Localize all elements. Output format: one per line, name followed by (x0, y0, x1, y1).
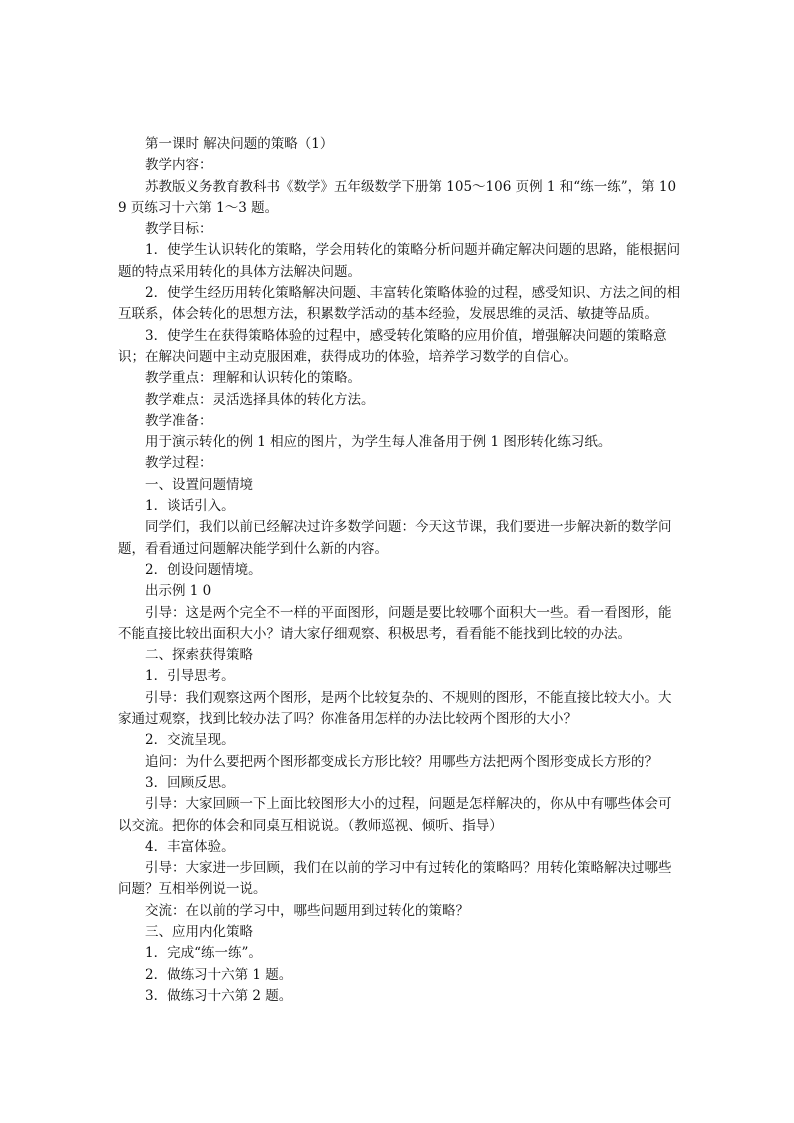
exercise-item: 2．做练习十六第 1 题。 (145, 966, 293, 983)
section-heading-process: 教学过程： (145, 455, 213, 472)
step-heading: 1．谈话引入。 (145, 498, 235, 515)
teaching-focus: 教学重点：理解和认识转化的策略。 (145, 370, 361, 387)
goal-item-3: 3．使学生在获得策略体验的过程中，感受转化策略的应用价值，增强解决问题的策略意识；在解决问题中主动克服困难，获得成功的体验，培养学习数学的自信心。 (118, 327, 667, 365)
exercise-item: 1．完成“练一练”。 (145, 945, 262, 962)
step-heading: 4．丰富体验。 (145, 838, 235, 855)
section-heading-preparation: 教学准备： (145, 412, 213, 429)
body-paragraph: 引导：我们观察这两个图形，是两个比较复杂的、不规则的图形，不能直接比较大小。大家通过观察，找到比较办法了吗？你准备用怎样的办法比较两个图形的大小？ (118, 689, 672, 728)
part-heading-3: 三、应用内化策略 (145, 923, 253, 940)
goal-item-1: 1．使学生认识转化的策略，学会用转化的策略分析问题并确定解决问题的思路，能根据问题的特点采用转化的具体方法解决问题。 (118, 242, 681, 280)
goal-item-2: 2．使学生经历用转化策略解决问题、丰富转化策略体验的过程，感受知识、方法之间的相互联系，体会转化的思想方法，积累数学活动的基本经验，发展思维的灵活、敏捷等品质。 (118, 285, 681, 323)
exercise-item: 3．做练习十六第 2 题。 (145, 987, 293, 1004)
content-paragraph: 苏教版义务教育教科书《数学》五年级数学下册第 105～106 页例 1 和“练一练”，第 109 页练习十六第 1～3 题。 (118, 178, 677, 216)
teaching-difficulty: 教学难点：灵活选择具体的转化方法。 (145, 391, 375, 408)
step-heading: 2．交流呈现。 (145, 732, 235, 749)
part-heading-1: 一、设置问题情境 (145, 476, 253, 493)
body-paragraph: 追问：为什么要把两个图形都变成长方形比较？用哪些方法把两个图形变成长方形的？ (145, 753, 658, 770)
preparation-paragraph: 用于演示转化的例 1 相应的图片，为学生每人准备用于例 1 图形转化练习纸。 (145, 434, 612, 451)
section-heading-content: 教学内容： (145, 157, 213, 174)
step-heading: 1．引导思考。 (145, 668, 235, 685)
example-line: 出示例 1 0 (145, 583, 212, 600)
body-paragraph: 引导：大家回顾一下上面比较图形大小的过程，问题是怎样解决的，你从中有哪些体会可以交流。把你的体会和同桌互相说说。（教师巡视、倾听、指导） (118, 796, 672, 834)
document-page (118, 134, 684, 1007)
step-heading: 2．创设问题情境。 (145, 561, 262, 578)
lesson-title: 第一课时 解决问题的策略（1） (145, 136, 334, 152)
step-heading: 3．回顾反思。 (145, 774, 235, 791)
body-paragraph: 引导：这是两个完全不一样的平面图形，问题是要比较哪个面积大一些。看一看图形，能不能直接比较出面积大小？请大家仔细观察、积极思考，看看能不能找到比较的办法。 (118, 604, 672, 642)
body-paragraph: 同学们，我们以前已经解决过许多数学问题：今天这节课，我们要进一步解决新的数学问题，看看通过问题解决能学到什么新的内容。 (118, 519, 672, 557)
body-paragraph: 交流：在以前的学习中，哪些问题用到过转化的策略？ (145, 902, 469, 919)
part-heading-2: 二、探索获得策略 (145, 647, 253, 664)
body-paragraph: 引导：大家进一步回顾，我们在以前的学习中有过转化的策略吗？用转化策略解决过哪些问题？互相举例说一说。 (118, 860, 672, 898)
section-heading-goals: 教学目标： (145, 221, 213, 238)
